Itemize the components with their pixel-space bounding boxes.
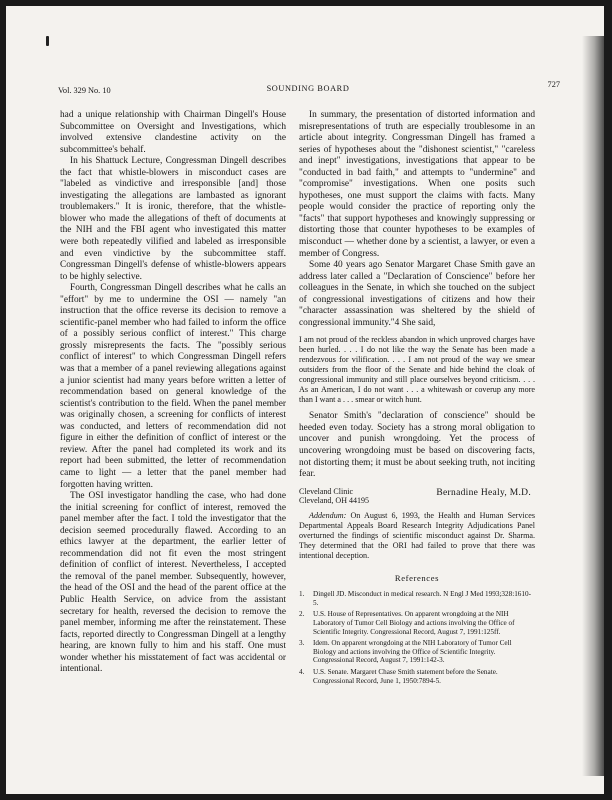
paragraph: Senator Smith's "declaration of conscience" should be heeded even today. Society has a strong moral obligation to uncover and punish wrongdoing. Yet the process of uncovering wrongdoing must be based on discovering facts, not distorting them; it must be about seeking truth, not inciting fear.	[299, 411, 535, 480]
reference-item	[299, 639, 535, 665]
paragraph: Some 40 years ago Senator Margaret Chase Smith gave an address later called a "Declaration of Conscience" before her colleagues in the Senate, in which she touched on the subject of congressional investigations of citizens and how their "character assassination was sheltered by the shield of congressional immunity."4 She said,	[299, 260, 535, 328]
reference-number: 4.	[299, 667, 305, 676]
reference-text: Idem. On apparent wrongdoing at the NIH Laboratory of Tumor Cell Biology and actions involving the Office of Scientific Integrity. Congressional Record, August 7, 1991:142-3.	[313, 639, 512, 665]
reference-text: U.S. House of Representatives. On apparent wrongdoing at the NIH Laboratory of Tumor Cell Biology and actions involving the Office of Scientific Integrity. Congressional Record, August 7, 1991:125ff.	[313, 610, 515, 636]
reference-item	[299, 590, 535, 607]
reference-text: U.S. Senate. Margaret Chase Smith statement before the Senate. Congressional Record, June 1, 1950:7894-5.	[313, 667, 498, 685]
paragraph: Fourth, Congressman Dingell describes what he calls an "effort" by me to undermine the OSI — namely "an instruction that the office reverse its decision to remove a scientific-panel member who had failed to inform the office of a possibly serious conflict of interest." This charge grossly misrepresents the facts. The "possibly serious conflict of interest" to which Congressman Dingell refers was that a member of a panel reviewing allegations against a junior scientist had many years before written a letter of recommendation based on general knowledge of the scientist's contribution to the field. When the panel member was originally chosen, a screening for conflicts of interest was conducted, and letters of recommendation did not figure in either the definition of conflict of interest or the review. After the panel had completed its work and its report had been submitted, the letter of recommendation came to light — a letter that the panel member had forgotten having written.	[60, 283, 286, 490]
block-quote: I am not proud of the reckless abandon in which unproved charges have been hurled. . . . I do not like the way the Senate has been made a rendezvous for vilification. . . . I am not proud of the way we smear outsiders from the floor of the Senate and hide behind the cloak of congressional immunity and still place ourselves beyond criticism. . . . As an American, I do not want . . . a whitewash or coverup any more than I want a . . . smear or witch hunt.	[299, 335, 535, 405]
references-heading: References	[394, 572, 440, 583]
addendum	[299, 511, 535, 561]
reference-number: 2.	[299, 610, 305, 619]
author-name: Bernadine Healy, M.D.	[436, 487, 531, 498]
paragraph: The OSI investigator handling the case, who had done the initial screening for conflict of interest, removed the panel member after the fact. I told the investigator that the decision seemed procedurally flawed. According to an ethics lawyer at the department, the earlier letter of recommendation did not fit even the most stringent definition of conflict of interest. Nevertheless, I accepted the removal of the panel member. Subsequently, however, the head of the OSI and the head of the parent office at the Public Health Service, on advice from the assistant secretary for health, reversed the decision to remove the panel member, informing me after the reinstatement. These facts, reported directly to Congressman Dingell at a lengthy hearing, are known fully to him and his staff. One must wonder whether his misstatement of fact was accidental or intentional.	[60, 491, 286, 675]
paragraph: had a unique relationship with Chairman Dingell's House Subcommittee on Oversight and Investigations, which involved extensive clandestine activity on the subcommittee's behalf.	[60, 110, 286, 155]
left-column	[60, 110, 286, 676]
affiliation-address: Cleveland, OH 44195	[299, 496, 369, 506]
addendum-label: Addendum:	[309, 510, 347, 520]
volume-issue: Vol. 329 No. 10	[58, 86, 111, 95]
right-column	[299, 110, 535, 688]
section-title: SOUNDING BOARD	[266, 84, 350, 93]
signature-block	[299, 487, 535, 507]
paragraph: In his Shattuck Lecture, Congressman Dingell describes the fact that whistle-blowers in misconduct cases are "labeled as vindictive and irresponsible [and] those investigating the allegations are lambasted as ignorant troublemakers." It is ironic, therefore, that the whistle-blower who made the allegations of theft of documents at the NIH and the FBI agent who investigated this matter were both repeatedly vilified and labeled as irresponsible and even vindictive by the subcommittee staff. Congressman Dingell's defense of whistle-blowers appears to be highly selective.	[60, 156, 286, 282]
paragraph: In summary, the presentation of distorted information and misrepresentations of truth are especially troublesome in an article about integrity. Congressman Dingell has framed a series of hypotheses about the "dishonest scientist," "careless and inept" investigations, investigations that appear to be "conducted in bad faith," and attempts to "undermine" and "compromise" investigations. When one posits such hypotheses, one must support the claims with facts. Many people would consider the practice of reporting only the "facts" that support hypotheses and knowingly suppressing or distorting those that counter hypotheses to be examples of misconduct — whether done by a scientist, a lawyer, or even a member of Congress.	[299, 110, 535, 259]
scan-speck	[46, 36, 49, 46]
reference-item	[299, 610, 535, 636]
document-page	[6, 6, 604, 794]
reference-number: 3.	[299, 639, 305, 648]
reference-text: Dingell JD. Misconduct in medical research. N Engl J Med 1993;328:1610-5.	[313, 590, 531, 607]
reference-number: 1.	[299, 590, 305, 599]
addendum-text: On August 6, 1993, the Health and Human Services Departmental Appeals Board Research Integrity Adjudications Panel overturned the findings of scientific misconduct against Dr. Sharma. They determined that the ORI had failed to prove that there was intentional deception.	[299, 510, 535, 560]
scan-page-edge-shadow	[582, 36, 604, 776]
running-header	[58, 80, 560, 94]
references-list	[299, 590, 535, 685]
page-number: 727	[547, 80, 560, 89]
affiliation-line: Cleveland Clinic	[299, 486, 353, 496]
reference-item	[299, 668, 535, 685]
